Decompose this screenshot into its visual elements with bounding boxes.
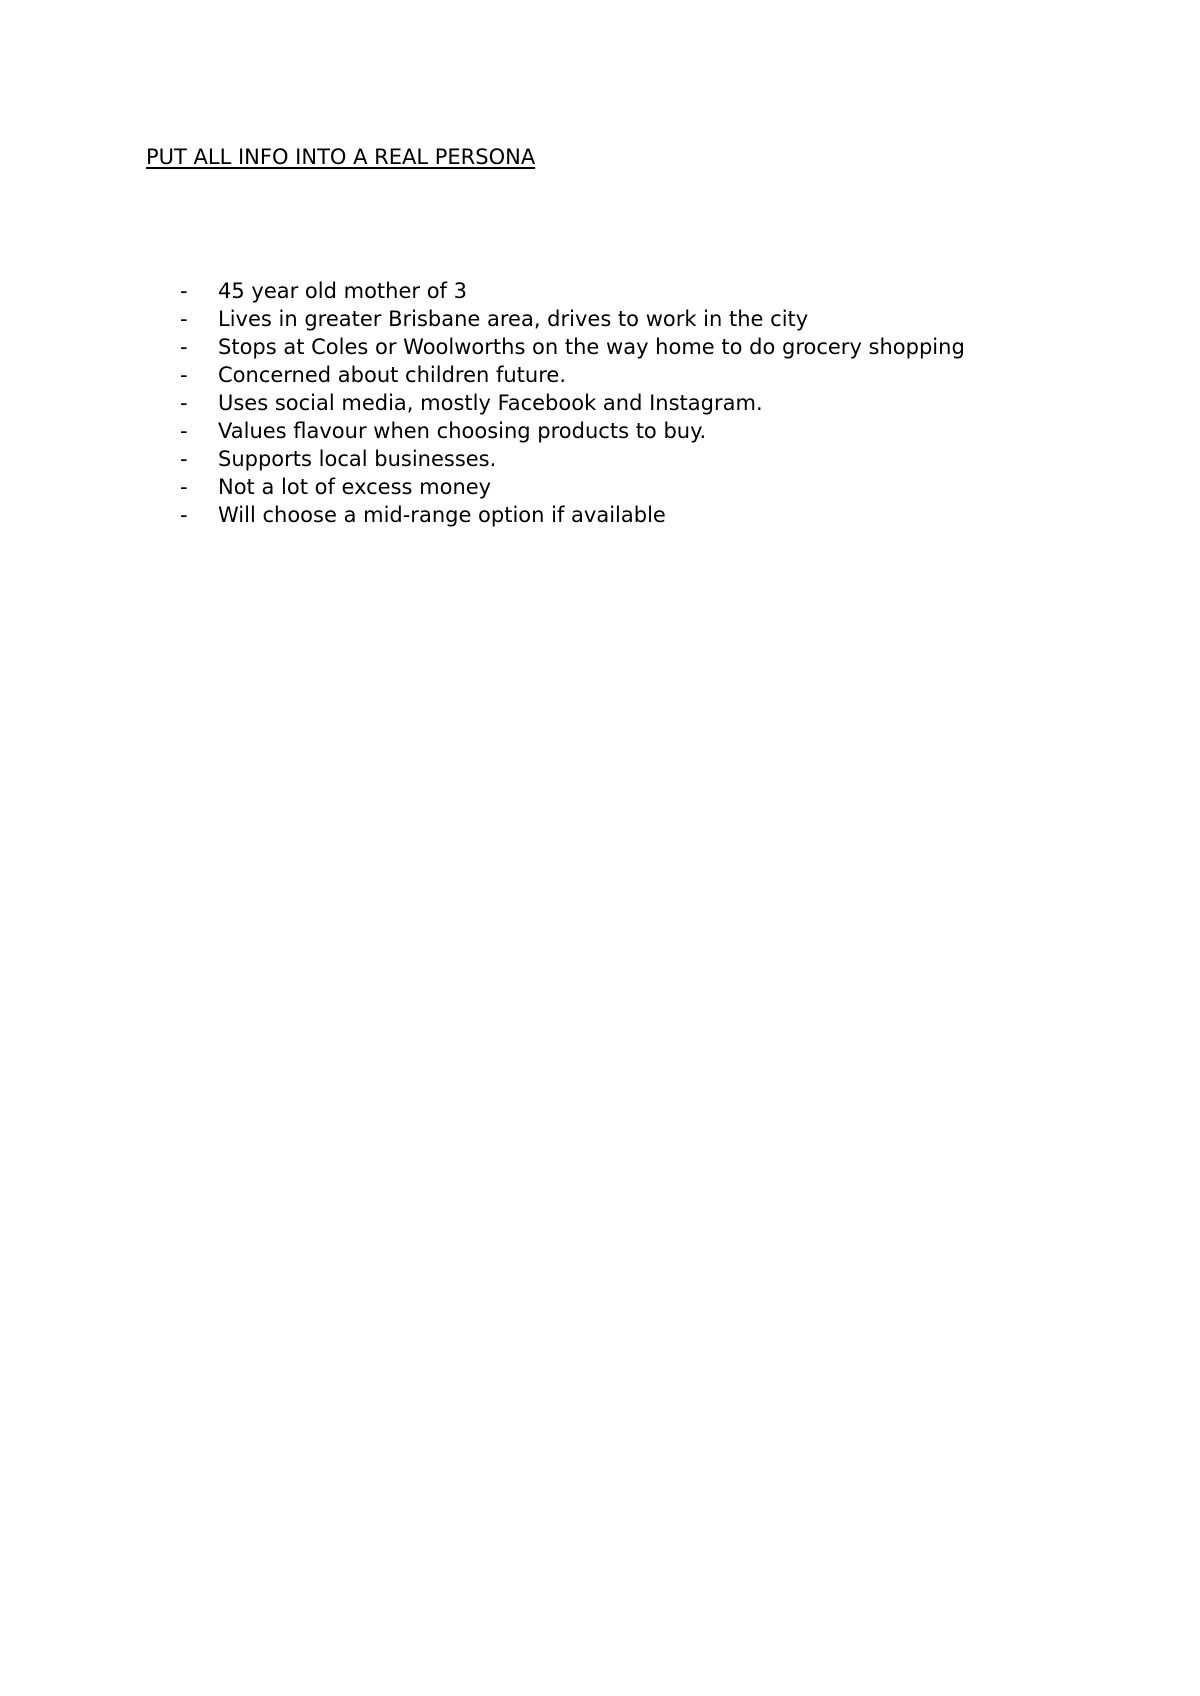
- bullet-dash: -: [180, 447, 188, 471]
- list-item-text: Stops at Coles or Woolworths on the way home to do grocery shopping: [218, 335, 965, 359]
- list-item-text: 45 year old mother of 3: [218, 279, 467, 303]
- list-item: [180, 305, 965, 333]
- list-item-text: Will choose a mid-range option if available: [218, 503, 666, 527]
- bullet-dash: -: [180, 307, 188, 331]
- list-item: [180, 277, 965, 305]
- persona-bullet-list: [180, 277, 965, 529]
- list-item-text: Not a lot of excess money: [218, 475, 492, 499]
- list-item-text: Lives in greater Brisbane area, drives to work in the city: [218, 307, 809, 331]
- list-item: [180, 389, 965, 417]
- list-item-text: Uses social media, mostly Facebook and Instagram.: [218, 391, 763, 415]
- bullet-dash: -: [180, 391, 188, 415]
- list-item: [180, 417, 965, 445]
- bullet-dash: -: [180, 335, 188, 359]
- list-item-text: Concerned about children future.: [218, 363, 566, 387]
- list-item: [180, 473, 965, 501]
- list-item: [180, 501, 965, 529]
- list-item: [180, 333, 965, 361]
- bullet-dash: -: [180, 363, 188, 387]
- bullet-dash: -: [180, 503, 188, 527]
- bullet-dash: -: [180, 419, 188, 443]
- bullet-dash: -: [180, 279, 188, 303]
- list-item-text: Values flavour when choosing products to buy.: [218, 419, 707, 443]
- bullet-dash: -: [180, 475, 188, 499]
- list-item: [180, 361, 965, 389]
- list-item-text: Supports local businesses.: [218, 447, 497, 471]
- page-title: PUT ALL INFO INTO A REAL PERSONA: [146, 145, 536, 169]
- list-item: [180, 445, 965, 473]
